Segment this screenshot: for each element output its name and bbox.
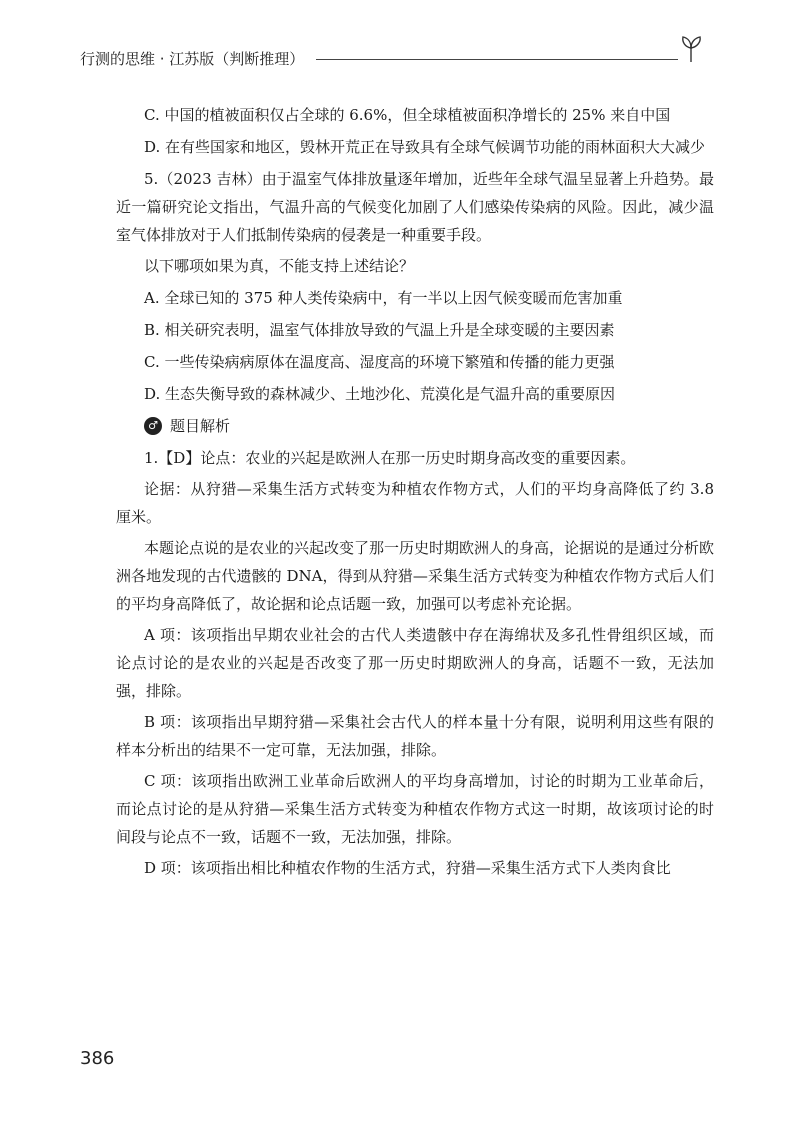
- question-5-prompt: 以下哪项如果为真，不能支持上述结论？: [144, 257, 415, 275]
- page-body: [116, 101, 714, 885]
- option-c-prev: C. 中国的植被面积仅占全球的 6.6%，但全球植被面积净增长的 25% 来自中国: [144, 106, 671, 124]
- option-d-prev: D. 在有些国家和地区，毁林开荒正在导致具有全球气候调节功能的雨林面积大大减少: [144, 138, 706, 156]
- question-5-option-c: C. 一些传染病病原体在温度高、湿度高的环境下繁殖和传播的能力更强: [144, 353, 615, 371]
- section-title: 题目解析: [170, 417, 231, 435]
- analysis-option-a: A 项：该项指出早期农业社会的古代人类遗骸中存在海绵状及多孔性骨组织区域，而论点讨论的是农业的兴起是否改变了那一历史时期欧洲人的身高，话题不一致，无法加强，排除。: [116, 626, 714, 700]
- analysis-section-header: [144, 412, 714, 440]
- question-5-option-b: B. 相关研究表明，温室气体排放导致的气温上升是全球变暖的主要因素: [144, 321, 615, 339]
- analysis-option-d: D 项：该项指出相比种植农作物的生活方式，狩猎—采集生活方式下人类肉食比: [144, 859, 671, 877]
- answer-1-basis: 论据：从狩猎—采集生活方式转变为种植农作物方式，人们的平均身高降低了约 3.8 厘米。: [116, 480, 714, 526]
- page-number: 386: [80, 1048, 115, 1069]
- analysis-paragraph: 本题论点说的是农业的兴起改变了那一历史时期欧洲人的身高，论据说的是通过分析欧洲各地发现的古代遗骸的 DNA，得到从狩猎—采集生活方式转变为种植农作物方式后人们的平均身高降低了，故论据和论点话题一致，加强可以考虑补充论据。: [116, 539, 715, 613]
- book-title: 行测的思维 · 江苏版（判断推理）: [80, 50, 305, 68]
- analysis-icon: ♂: [144, 417, 162, 435]
- sprout-icon: [674, 32, 708, 66]
- analysis-option-c: C 项：该项指出欧洲工业革命后欧洲人的平均身高增加，讨论的时期为工业革命后，而论点讨论的是从狩猎—采集生活方式转变为种植农作物方式这一时期，故该项讨论的时间段与论点不一致，话题不一致，无法加强，排除。: [116, 772, 714, 846]
- running-header: [80, 44, 708, 74]
- answer-1: 1.【D】论点：农业的兴起是欧洲人在那一历史时期身高改变的重要因素。: [144, 449, 636, 467]
- header-rule: [316, 59, 678, 60]
- question-5-option-a: A. 全球已知的 375 种人类传染病中，有一半以上因气候变暖而危害加重: [144, 289, 623, 307]
- question-5-option-d: D. 生态失衡导致的森林减少、土地沙化、荒漠化是气温升高的重要原因: [144, 385, 616, 403]
- analysis-option-b: B 项：该项指出早期狩猎—采集社会古代人的样本量十分有限，说明利用这些有限的样本分析出的结果不一定可靠，无法加强，排除。: [116, 713, 714, 759]
- question-5: 5.（2023 吉林）由于温室气体排放量逐年增加，近些年全球气温呈显著上升趋势。最近一篇研究论文指出，气温升高的气候变化加剧了人们感染传染病的风险。因此，减少温室气体排放对于人们抵制传染病的侵袭是一种重要手段。: [116, 170, 714, 244]
